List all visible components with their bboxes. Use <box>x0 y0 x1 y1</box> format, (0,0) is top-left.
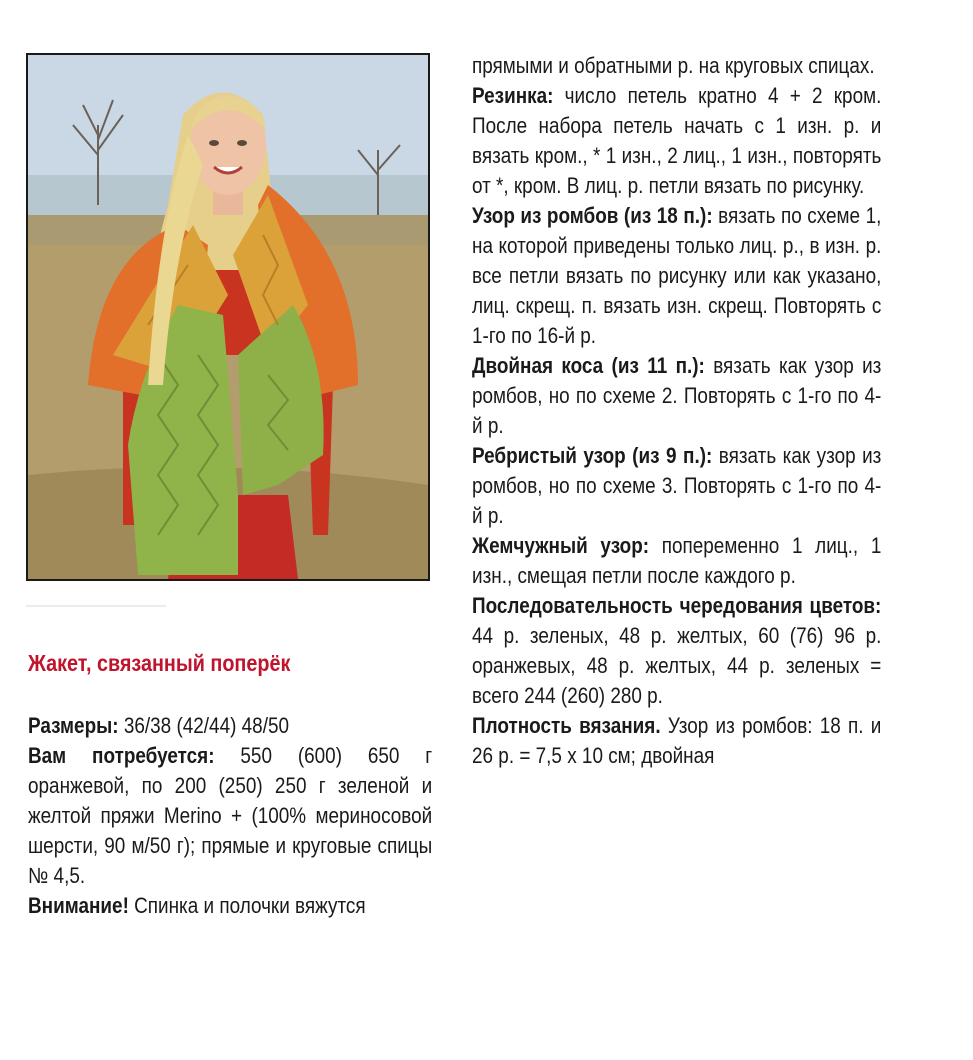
paragraph-sizes <box>28 711 432 741</box>
text: Узор из ромбов: 18 п. и 26 р. = 7,5 х 10 см; двойная <box>472 713 882 768</box>
label: Внимание! <box>28 893 129 918</box>
jacket-illustration <box>28 55 428 579</box>
label: Плотность вязания. <box>472 713 661 738</box>
text: число петель кратно 4 + 2 кром. После набора петель начать с 1 изн. р. и вязать кром., * 1 изн., 2 лиц., 1 изн., повторять от *, кром. В лиц. р. петли вязать по рисунку. <box>472 83 882 198</box>
label: Узор из ромбов (из 18 п.): <box>472 203 713 228</box>
left-column <box>28 711 498 921</box>
text: вязать как узор из ромбов, но по схеме 3. Повторять с 1-го по 4-й р. <box>472 443 882 528</box>
label: Вам потребуется: <box>28 743 215 768</box>
divider <box>26 605 166 607</box>
label: Резинка: <box>472 83 554 108</box>
text: прямыми и обратными р. на круговых спицах. <box>472 53 875 78</box>
label: Размеры: <box>28 713 119 738</box>
paragraph-materials <box>28 741 432 891</box>
text: попеременно 1 лиц., 1 изн., смещая петли после каждого р. <box>472 533 882 588</box>
paragraph-ribbing <box>472 81 881 201</box>
eye-right <box>237 140 247 146</box>
label: Жемчужный узор: <box>472 533 650 558</box>
text: вязать как узор из ромбов, но по схеме 2. Повторять с 1-го по 4-й р. <box>472 353 882 438</box>
paragraph-continued <box>472 51 881 81</box>
eye-left <box>209 140 219 146</box>
paragraph-double-cable <box>472 351 881 441</box>
text: 44 р. зеленых, 48 р. желтых, 60 (76) 96 р. оранжевых, 48 р. желтых, 44 р. зеленых = всего 244 (260) 280 р. <box>472 623 882 708</box>
paragraph-attention <box>28 891 432 921</box>
model-photo <box>26 53 430 581</box>
text: 550 (600) 650 г оранжевой, по 200 (250) 250 г зеленой и желтой пряжи Merino + (100% мериносовой шерсти, 90 м/50 г); прямые и круговые спицы № 4,5. <box>28 743 433 888</box>
paragraph-diamond-pattern <box>472 201 881 351</box>
paragraph-color-sequence <box>472 591 881 711</box>
article-title: Жакет, связанный поперёк <box>28 650 291 676</box>
paragraph-ribbed-pattern <box>472 441 881 531</box>
label: Последовательность чередования цветов: <box>472 593 882 618</box>
label: Двойная коса (из 11 п.): <box>472 353 705 378</box>
text: 36/38 (42/44) 48/50 <box>118 713 290 738</box>
text: Спинка и полочки вяжутся <box>128 893 366 918</box>
paragraph-gauge <box>472 711 881 771</box>
right-column <box>472 51 948 771</box>
text: вязать по схеме 1, на которой приведены только лиц. р., в изн. р. все петли вязать по рисунку или как указано, лиц. скрещ. п. вязать изн. скрещ. Повторять с 1-го по 16-й р. <box>472 203 882 348</box>
paragraph-seed-stitch <box>472 531 881 591</box>
label: Ребристый узор (из 9 п.): <box>472 443 713 468</box>
